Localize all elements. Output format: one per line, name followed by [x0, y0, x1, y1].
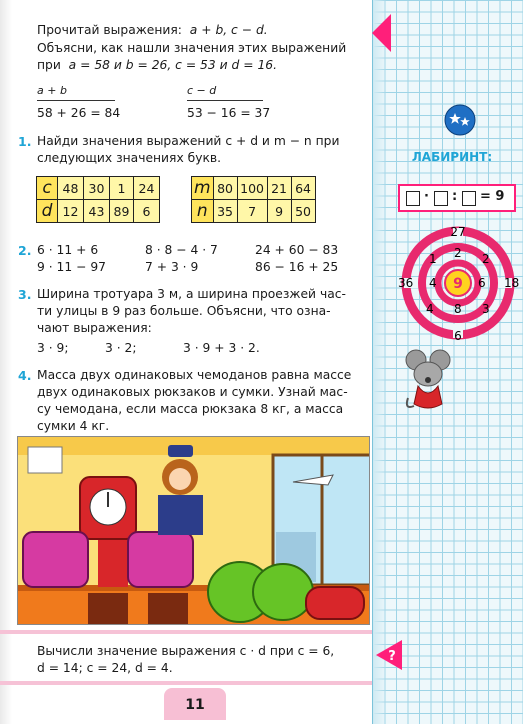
intro-line3: при a = 58 и b = 26, c = 53 и d = 16.: [37, 58, 277, 72]
intro-line1: Прочитай выражения: a + b, c − d.: [37, 23, 268, 37]
table-c-label: c: [37, 177, 58, 200]
task3-expr: 3 · 2;: [105, 341, 137, 355]
maze-number: 2: [454, 246, 462, 260]
task4-line3: су чемодана, если масса рюкзака 8 кг, а масса: [37, 402, 344, 416]
maze-number: 27: [450, 225, 466, 239]
task2-expr: 8 · 8 − 4 · 7: [145, 243, 218, 257]
task2-expr: 86 − 16 + 25: [255, 260, 339, 274]
task4-line4: сумки 4 кг.: [37, 419, 110, 433]
task2-number: 2.: [18, 243, 32, 258]
maze-number: 6: [454, 329, 462, 343]
task1-number: 1.: [18, 134, 32, 149]
task3-number: 3.: [18, 287, 32, 302]
stars-badge-icon: [444, 104, 476, 136]
maze-number: 4: [426, 302, 434, 316]
maze-number: 4: [429, 276, 437, 290]
maze-title: ЛАБИРИНТ:: [411, 150, 493, 164]
fraction-left-top: a + b: [37, 84, 67, 97]
fraction-right-line: [187, 100, 263, 101]
intro-line2: Объясни, как нашли значения этих выражений: [37, 41, 347, 55]
maze-equation: [398, 184, 516, 212]
operator: :: [452, 189, 458, 204]
task2-expr: 9 · 11 − 97: [37, 260, 106, 274]
table-d-label: d: [37, 200, 58, 223]
table-cell: 35: [213, 200, 237, 223]
task3-line1: Ширина тротуара 3 м, а ширина проезжей час-: [37, 287, 346, 301]
table-cell: 9: [267, 200, 291, 223]
question-mark-icon: [376, 640, 402, 670]
illustration-svg: [18, 437, 370, 625]
table-cell: 30: [84, 177, 110, 200]
table-m-label: m: [192, 177, 214, 200]
task2-expr: 24 + 60 − 83: [255, 243, 339, 257]
page-number: 11: [164, 688, 226, 720]
table-cell: 21: [267, 177, 291, 200]
task1-line2: следующих значениях букв.: [37, 151, 222, 165]
empty-box: [406, 191, 420, 206]
divider: [0, 681, 372, 685]
table-cell: 12: [58, 200, 84, 223]
bottom-task-line2: d = 14; c = 24, d = 4.: [37, 661, 173, 675]
divider: [0, 630, 372, 634]
bottom-task-line1: Вычисли значение выражения c · d при c = 6,: [37, 644, 335, 658]
page-fold: [0, 0, 12, 724]
mouse-character-icon: [402, 348, 462, 414]
task4-number: 4.: [18, 368, 32, 383]
empty-box: [434, 191, 448, 206]
table-cell: 7: [237, 200, 267, 223]
task3-line3: чают выражения:: [37, 321, 152, 335]
maze-number: 1: [429, 252, 437, 266]
table-cell: 50: [291, 200, 315, 223]
task3-expr: 3 · 9 + 3 · 2.: [183, 341, 260, 355]
fraction-left-bottom: 58 + 26 = 84: [37, 106, 121, 120]
empty-box: [462, 191, 476, 206]
maze-number: 2: [482, 252, 490, 266]
table-cell: 89: [110, 200, 134, 223]
svg-text:?: ?: [388, 649, 396, 664]
maze-number: 36: [398, 276, 414, 290]
task3-expr: 3 · 9;: [37, 341, 69, 355]
task4-line1: Масса двух одинаковых чемоданов равна массе: [37, 368, 352, 382]
equation-result: = 9: [480, 189, 505, 204]
table-cell: 1: [110, 177, 134, 200]
table-cell: 24: [134, 177, 160, 200]
maze-number: 3: [482, 302, 490, 316]
task3-line2: ти улицы в 9 раз больше. Объясни, что озна-: [37, 304, 331, 318]
fraction-right-top: c − d: [187, 84, 217, 97]
table-cell: 100: [237, 177, 267, 200]
table-cell: 48: [58, 177, 84, 200]
table-m-n: [191, 176, 316, 223]
maze-center-number: 9: [453, 276, 463, 292]
table-n-label: n: [192, 200, 214, 223]
maze-number: 8: [454, 302, 462, 316]
table-cell: 80: [213, 177, 237, 200]
illustration-scale-bags: [17, 436, 370, 625]
table-cell: 43: [84, 200, 110, 223]
table-c-d: [36, 176, 160, 223]
marker-triangle: [372, 14, 391, 52]
maze-number: 18: [504, 276, 520, 290]
task2-expr: 6 · 11 + 6: [37, 243, 99, 257]
fraction-left-line: [37, 100, 115, 101]
operator: ·: [424, 189, 429, 204]
task1-line1: Найди значения выражений c + d и m − n при: [37, 134, 340, 148]
table-cell: 64: [291, 177, 315, 200]
table-cell: 6: [134, 200, 160, 223]
maze-diagram: [396, 220, 522, 346]
maze-number: 6: [478, 276, 486, 290]
task2-expr: 7 + 3 · 9: [145, 260, 199, 274]
task4-line2: двух одинаковых рюкзаков и сумки. Узнай мас-: [37, 385, 348, 399]
fraction-right-bottom: 53 − 16 = 37: [187, 106, 271, 120]
